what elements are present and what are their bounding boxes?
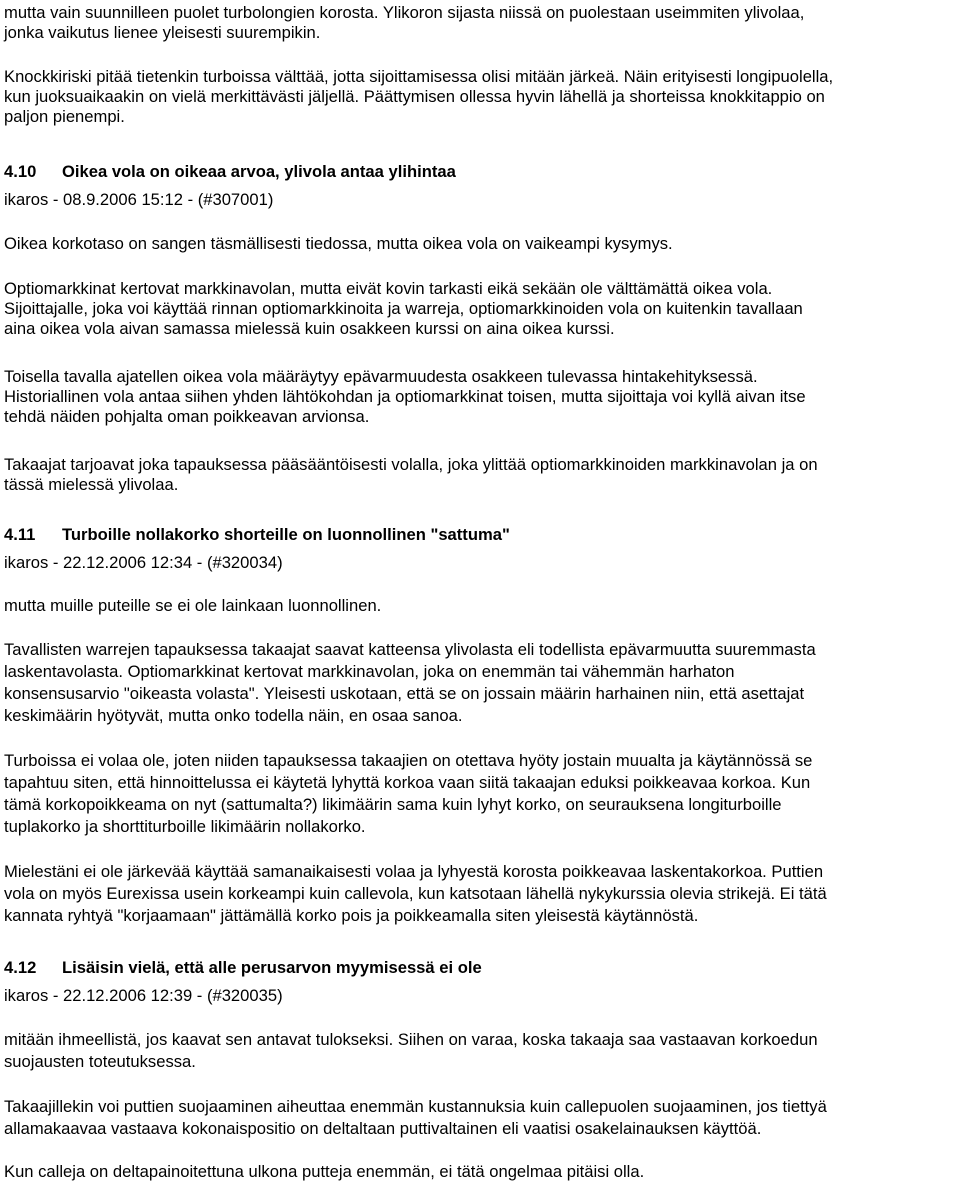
section-number: 4.10 [4,162,37,181]
body-text-line: Oikea korkotaso on sangen täsmällisesti tiedossa, mutta oikea vola on vaikeampi kysymys. [4,234,673,253]
body-text-line: Kun calleja on deltapainoitettuna ulkona putteja enemmän, ei tätä ongelmaa pitäisi olla. [4,1162,645,1181]
intro-text-line: mutta vain suunnilleen puolet turbolongien korosta. Ylikoron sijasta niissä on puolestaan useimmiten ylivolaa, [4,3,805,22]
intro-text-line: jonka vaikutus lienee yleisesti suurempikin. [4,23,321,42]
section-number: 4.11 [4,525,36,544]
section-heading [4,958,482,978]
body-text-line: konsensusarvio "oikeasta volasta". Yleisesti uskotaan, että se on jossain määrin harhainen niin, että asettajat [4,684,805,703]
section-heading [4,162,456,182]
body-text-line: Toisella tavalla ajatellen oikea vola määräytyy epävarmuudesta osakkeen tulevassa hintakehityksessä. [4,367,758,386]
body-text-line: Tavallisten warrejen tapauksessa takaajat saavat katteensa ylivolasta eli todellista epävarmuutta suuremmasta [4,640,816,659]
body-text-line: laskentavolasta. Optiomarkkinat kertovat markkinavolan, joka on enemmän tai vähemmän harhaton [4,662,735,681]
body-text-line: aina oikea vola aivan samassa mielessä kuin osakkeen kurssi on aina oikea kurssi. [4,319,615,338]
body-text-line: suojausten toteutuksessa. [4,1052,196,1071]
body-text-line: Takaajillekin voi puttien suojaaminen aiheuttaa enemmän kustannuksia kuin callepuolen suojaaminen, jos tiettyä [4,1097,827,1116]
intro-text-line: paljon pienempi. [4,107,125,126]
body-text-line: Optiomarkkinat kertovat markkinavolan, mutta eivät kovin tarkasti eikä sekään ole välttämättä oikea vola. [4,279,773,298]
post-byline: ikaros - 08.9.2006 15:12 - (#307001) [4,190,274,209]
section-title: Oikea vola on oikeaa arvoa, ylivola antaa ylihintaa [62,162,456,181]
section-title: Lisäisin vielä, että alle perusarvon myymisessä ei ole [62,958,482,977]
body-text-line: Mielestäni ei ole järkevää käyttää samanaikaisesti volaa ja lyhyestä korosta poikkeavaa laskentakorkoa. Puttien [4,862,824,881]
post-byline: ikaros - 22.12.2006 12:39 - (#320035) [4,986,283,1005]
body-text-line: tapahtuu siten, että hinnoittelussa ei käytetä lyhyttä korkoa vaan siitä takaajan eduksi poikkeavaa korkoa. Kun [4,773,811,792]
post-byline: ikaros - 22.12.2006 12:34 - (#320034) [4,553,283,572]
section-heading [4,525,510,545]
body-text-line: Sijoittajalle, joka voi käyttää rinnan optiomarkkinoita ja warreja, optiomarkkinoiden vola on kuitenkin tavallaan [4,299,803,318]
body-text-line: tuplakorko ja shorttiturboille likimäärin nollakorko. [4,817,366,836]
body-text-line: vola on myös Eurexissa usein korkeampi kuin callevola, kun katsotaan lähellä nykykurssia olevia strikejä. Ei tätä [4,884,827,903]
body-text-line: Turboissa ei volaa ole, joten niiden tapauksessa takaajien on otettava hyöty jostain muualta ja käytännössä se [4,751,813,770]
body-text-line: Historiallinen vola antaa siihen yhden lähtökohdan ja optiomarkkinat toisen, mutta sijoittaja voi kyllä aivan itse [4,387,806,406]
body-text-line: allamakaavaa vastaava kokonaispositio on deltaltaan puttivaltainen eli vaatisi osakelainauksen käyttöä. [4,1119,762,1138]
body-text-line: mitään ihmeellistä, jos kaavat sen antavat tulokseksi. Siihen on varaa, koska takaaja saa vastaavan korkoedun [4,1030,818,1049]
section-title: Turboille nollakorko shorteille on luonnollinen "sattuma" [62,525,510,544]
body-text-line: keskimäärin hyötyvät, mutta onko todella näin, en osaa sanoa. [4,706,463,725]
body-text-line: tässä mielessä ylivolaa. [4,475,179,494]
section-number: 4.12 [4,958,37,977]
body-text-line: mutta muille puteille se ei ole lainkaan luonnollinen. [4,596,382,615]
body-text-line: Takaajat tarjoavat joka tapauksessa pääsääntöisesti volalla, joka ylittää optiomarkkinoiden markkinavolan ja on [4,455,818,474]
body-text-line: kannata ryhtyä "korjaamaan" jättämällä korko pois ja poikkeamalla siten yleisestä käytännöstä. [4,906,699,925]
intro-text-line: Knockkiriski pitää tietenkin turboissa välttää, jotta sijoittamisessa olisi mitään järkeä. Näin erityisesti longipuolella, [4,67,834,86]
body-text-line: tehdä näiden pohjalta oman poikkeavan arvionsa. [4,407,370,426]
intro-text-line: kun juoksuaikaakin on vielä merkittävästi jäljellä. Päättymisen ollessa hyvin lähellä ja shorteissa knokkitappio on [4,87,825,106]
body-text-line: tämä korkopoikkeama on nyt (sattumalta?) likimäärin sama kuin lyhyt korko, on seurauksena longiturboille [4,795,782,814]
